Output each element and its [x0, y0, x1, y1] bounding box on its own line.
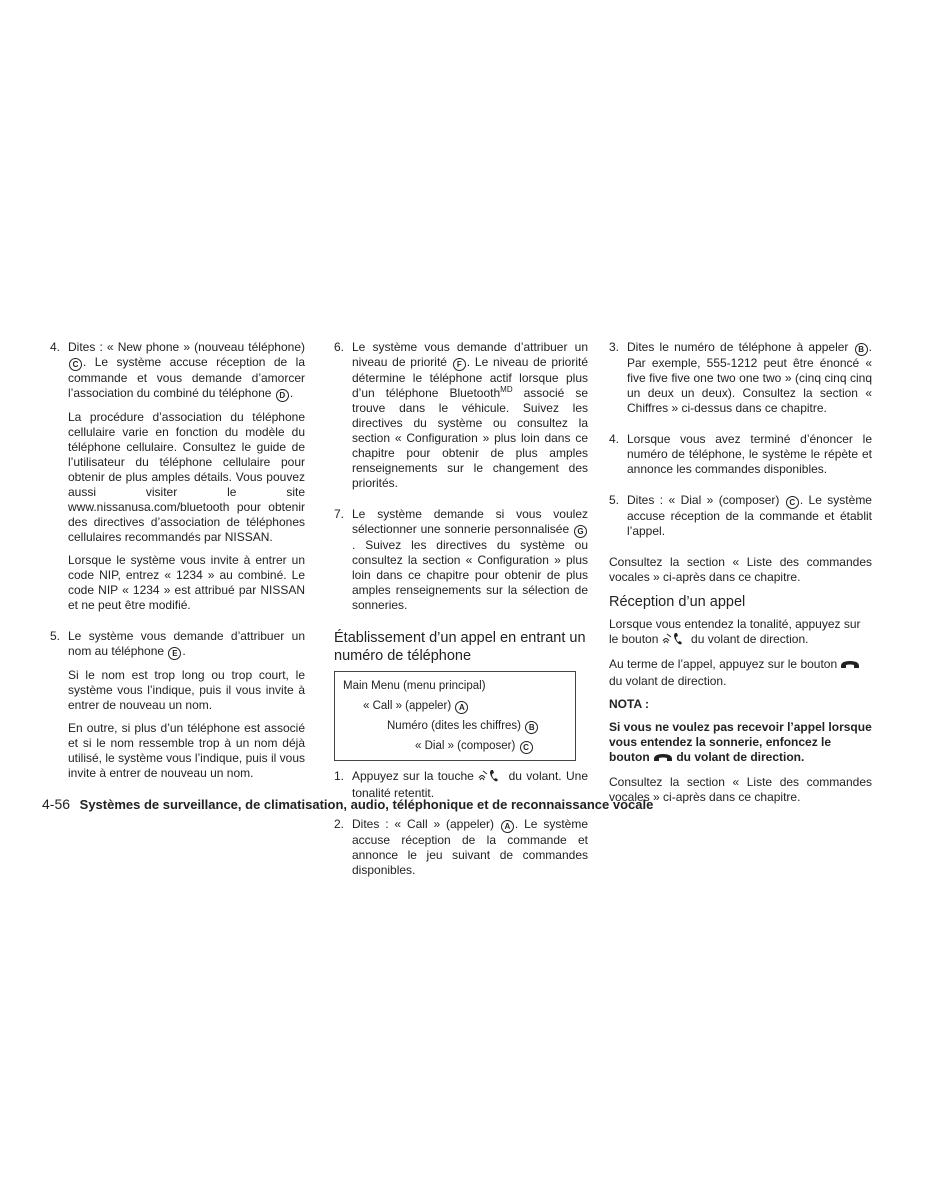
column-right — [609, 340, 872, 813]
item-text: Si le nom est trop long ou trop court, le système vous l’indique, puis il vous invite à entrer de nouveau un nom. — [68, 668, 305, 712]
item-text: Le système vous demande d’attribuer un nom au téléphone E . — [68, 629, 305, 658]
callout-a: A — [455, 701, 468, 714]
talk-phone-icon — [662, 632, 688, 649]
item-text: Dites : « Dial » (composer) C . Le système accuse réception de la commande et établit l’appel. — [627, 493, 872, 538]
callout-e: E — [168, 647, 181, 660]
menu-flow-box — [334, 671, 576, 761]
item-number: 4. — [609, 432, 620, 446]
note-label: NOTA : — [609, 697, 649, 711]
step-4 — [609, 432, 872, 485]
step-5 — [609, 493, 872, 547]
item-number: 7. — [334, 507, 345, 521]
item-text: Lorsque vous avez terminé d’énoncer le numéro de téléphone, le système le répète et annonce les commandes disponibles. — [627, 432, 872, 476]
item-number: 6. — [334, 340, 345, 354]
item-text: En outre, si plus d’un téléphone est associé et si le nom ressemble trop à un nom déjà utilisé, le système vous l’indique, puis il vous invite à entrer de nouveau un nom. — [68, 721, 305, 780]
callout-b: B — [855, 343, 868, 356]
callout-f: F — [453, 358, 466, 371]
callout-g: G — [574, 525, 587, 538]
page-number: 4-56 — [42, 796, 71, 812]
hang-up-icon — [653, 752, 673, 767]
menu-line: « Dial » (composer) C — [343, 736, 567, 756]
hang-up-icon — [840, 659, 860, 674]
body-text: Au terme de l’appel, appuyez sur le bouton du volant de direction. — [609, 657, 872, 689]
item-number: 5. — [50, 629, 61, 643]
body-text: Lorsque vous entendez la tonalité, appuyez sur le bouton du volant de direction. — [609, 617, 872, 649]
item-text: Le système demande si vous voulez sélectionner une sonnerie personnalisée G. Suivez les directives du système ou consultez la section « Configuration » plus loin dans ce chapitre pour obtenir de plus amples renseignements sur la sélection de sonneries. — [352, 507, 588, 612]
item-number: 5. — [609, 493, 620, 507]
list-item-5 — [50, 629, 305, 789]
body-text: Consultez la section « Liste des commandes vocales » ci-après dans ce chapitre. — [609, 775, 872, 804]
item-number: 2. — [334, 817, 345, 831]
menu-line: Numéro (dites les chiffres) B — [343, 716, 567, 736]
callout-a: A — [501, 820, 514, 833]
chapter-title: Systèmes de surveillance, de climatisation, audio, téléphonique et de reconnaissance vocale — [79, 797, 654, 812]
list-item-4 — [50, 340, 305, 621]
item-text: Lorsque le système vous invite à entrer un code NIP, entrez « 1234 » au combiné. Le code NIP « 1234 » est attribué par NISSAN et ne peut être modifié. — [68, 553, 305, 612]
section-heading: Établissement d’un appel en entrant un numéro de téléphone — [334, 630, 586, 664]
step-2 — [334, 817, 588, 886]
callout-c: C — [786, 496, 799, 509]
item-text: Appuyez sur la touche du volant. Une tonalité retentit. — [352, 769, 589, 800]
menu-line: « Call » (appeler) A — [343, 696, 567, 716]
item-number: 4. — [50, 340, 61, 354]
item-text: Dites : « New phone » (nouveau téléphone) C . Le système accuse réception de la commande et vous demande d’amorcer l’association du combiné du téléphone D . — [68, 340, 305, 400]
item-text: Dites le numéro de téléphone à appeler B . Par exemple, 555-1212 peut être énoncé « five five five one two one two » (cinq cinq cinq un deux un deux). Consultez la section « Chiffres » ci-dessus dans ce chapitre. — [627, 340, 872, 415]
item-text: La procédure d’association du téléphone cellulaire varie en fonction du modèle du téléphone cellulaire. Consultez le guide de l’utilisateur du téléphone cellulaire pour obtenir de plus amples détails. Vous pouvez aussi visiter le site www.nissanusa.com/bluetooth pour obtenir des directives d’association de téléphones cellulaires recommandés par NISSAN. — [68, 410, 305, 544]
column-left — [50, 340, 305, 797]
section-heading: Réception d’un appel — [609, 594, 746, 610]
callout-c: C — [69, 358, 82, 371]
page-footer — [42, 796, 653, 812]
callout-d: D — [276, 389, 289, 402]
note-text: Si vous ne voulez pas recevoir l’appel lorsque vous entendez la sonnerie, enfoncez le bouton du volant de direction. — [609, 720, 872, 767]
item-number: 1. — [334, 769, 345, 783]
list-item-7 — [334, 507, 588, 621]
item-text: Dites : « Call » (appeler) A . Le système accuse réception de la commande et annonce le jeu suivant de commandes disponibles. — [352, 817, 588, 877]
body-text: Consultez la section « Liste des commandes vocales » ci-après dans ce chapitre. — [609, 555, 872, 584]
menu-line: Main Menu (menu principal) — [343, 680, 486, 692]
callout-c: C — [520, 741, 533, 754]
item-number: 3. — [609, 340, 620, 354]
item-text: Le système vous demande d’attribuer un niveau de priorité F . Le niveau de priorité détermine le téléphone actif lorsque plus d’un téléphone Bluetooth$^{MD}$ associé se trouve dans le véhicule. Suivez les directives du système ou consultez la section « Configuration » plus loin dans ce chapitre pour obtenir de plus amples renseignements sur le changement des priorités. — [352, 340, 589, 490]
talk-phone-icon — [478, 769, 504, 786]
step-3 — [609, 340, 872, 424]
list-item-6 — [334, 340, 588, 499]
callout-b: B — [525, 721, 538, 734]
